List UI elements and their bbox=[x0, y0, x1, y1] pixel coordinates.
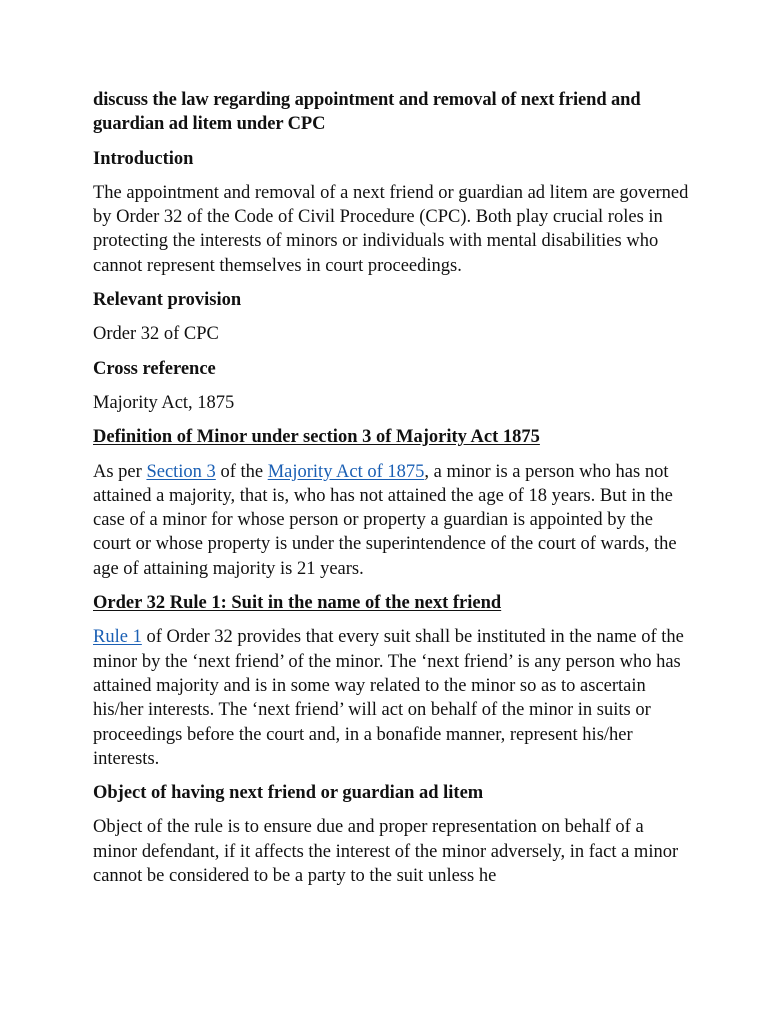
majority-act-link[interactable]: Majority Act of 1875 bbox=[267, 461, 425, 482]
rule-1-heading: Order 32 Rule 1: Suit in the name of the next friend bbox=[93, 593, 502, 614]
introduction-heading: Introduction bbox=[93, 148, 194, 169]
introduction-paragraph: The appointment and removal of a next friend or guardian ad litem are governed by Order 32 of the Code of Civil Procedure (CPC). Both play crucial roles in protecting the interests of minors or individuals with mental disabilities who cannot represent themselves in court proceedings. bbox=[93, 182, 689, 276]
document-title: discuss the law regarding appointment and removal of next friend and guardian ad litem under CPC bbox=[93, 90, 641, 135]
definition-mid: of the bbox=[215, 461, 268, 482]
rule-1-paragraph bbox=[93, 625, 689, 771]
rule-1-rest: of Order 32 provides that every suit shall be instituted in the name of the minor by the ‘next friend’ of the minor. The ‘next friend’ is any person who has attained majority and is in some way related to the minor so as to ascertain his/her interests. The ‘next friend’ will act on behalf of the minor in suits or proceedings before the court and, in a bonafide manner, represent his/her interests. bbox=[93, 627, 684, 769]
document-page bbox=[93, 88, 689, 898]
section-3-link[interactable]: Section 3 bbox=[146, 461, 216, 482]
cross-reference-heading: Cross reference bbox=[93, 358, 216, 379]
rule-1-link[interactable]: Rule 1 bbox=[93, 627, 142, 648]
object-heading: Object of having next friend or guardian ad litem bbox=[93, 783, 484, 804]
cross-reference-text: Majority Act, 1875 bbox=[93, 392, 235, 413]
relevant-provision-heading: Relevant provision bbox=[93, 290, 242, 311]
object-paragraph: Object of the rule is to ensure due and proper representation on behalf of a minor defendant, if it affects the interest of the minor adversely, in fact a minor cannot be considered to be a party to the suit unless he bbox=[93, 817, 679, 887]
relevant-provision-text: Order 32 of CPC bbox=[93, 324, 219, 345]
definition-prefix: As per bbox=[93, 461, 147, 482]
definition-rest: , a minor is a person who has not attained a majority, that is, who has not attained the age of 18 years. But in the case of a minor for whose person or property a guardian is appointed by the court or whose property is under the superintendence of the court of wards, the age of attaining majority is 21 years. bbox=[93, 461, 677, 579]
minor-definition-paragraph bbox=[93, 460, 689, 581]
minor-definition-heading: Definition of Minor under section 3 of Majority Act 1875 bbox=[93, 427, 540, 448]
